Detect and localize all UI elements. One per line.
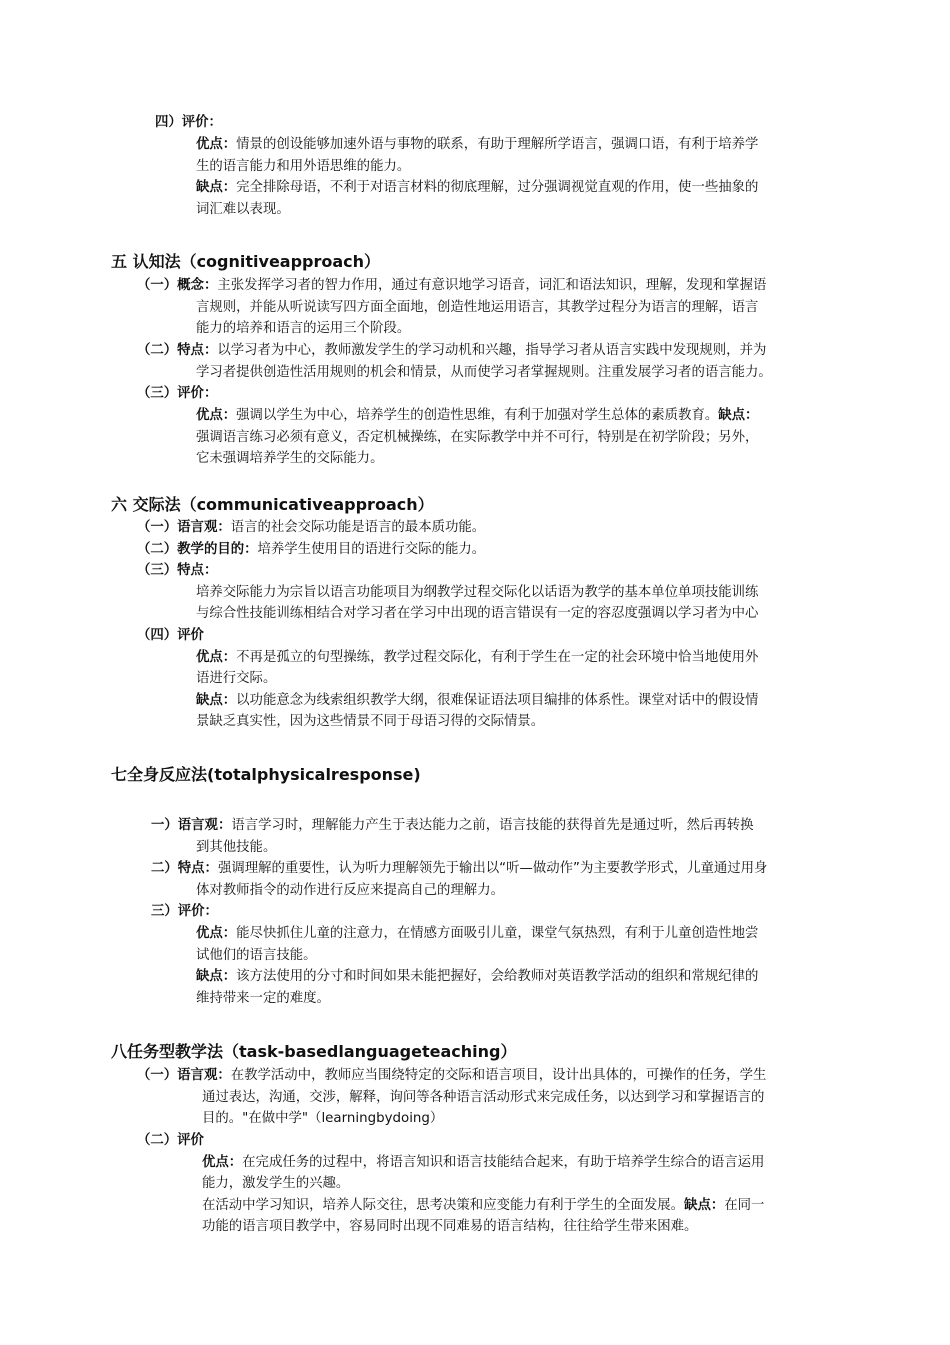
s8-adv-line1: 优点：在完成任务的过程中，将语言知识和语言技能结合起来，有助于培养学生综合的语言运用 bbox=[202, 1155, 765, 1170]
s8-adv-line2: 能力，激发学生的兴趣。 bbox=[202, 1176, 350, 1191]
s6-title: 六 交际法（communicativeapproach） bbox=[111, 495, 434, 514]
s4-adv-line1: 优点：情景的创设能够加速外语与事物的联系，有助于理解所学语言，强调口语，有利于培养学 bbox=[196, 137, 759, 152]
s8-eval-label: （二）评价 bbox=[137, 1133, 204, 1148]
s8-title: 八任务型教学法（task-basedlanguageteaching） bbox=[111, 1042, 517, 1061]
s7-adv-line2: 试他们的语言技能。 bbox=[196, 948, 317, 963]
s5-dis-line2: 它未强调培养学生的交际能力。 bbox=[196, 451, 384, 466]
s5-eval-label: （三）评价： bbox=[137, 386, 218, 401]
s7-adv-line1: 优点：能尽快抓住儿童的注意力，在情感方面吸引儿童，课堂气氛热烈，有利于儿童创造性地尝 bbox=[196, 926, 759, 941]
s5-concept-line1: （一）概念：主张发挥学习者的智力作用，通过有意识地学习语音，词汇和语法知识，理解，发现和掌握语 bbox=[137, 278, 767, 293]
s7-eval-label: 三）评价： bbox=[151, 904, 218, 919]
s5-concept-line2: 言规则，并能从听说读写四方面全面地，创造性地运用语言，其教学过程分为语言的理解，语言 bbox=[196, 300, 759, 315]
s6-dis-line1: 缺点：以功能意念为线索组织教学大纲，很难保证语法项目编排的体系性。课堂对话中的假设情 bbox=[196, 693, 759, 708]
s4-dis-line2: 词汇难以表现。 bbox=[196, 202, 290, 217]
s7-dis-line1: 缺点：该方法使用的分寸和时间如果未能把握好，会给教师对英语教学活动的组织和常规纪律的 bbox=[196, 969, 759, 984]
s8-adv-line3: 在活动中学习知识，培养人际交往，思考决策和应变能力有利于学生的全面发展。缺点：在同一 bbox=[202, 1198, 765, 1213]
s7-view-line1: 一）语言观：语言学习时，理解能力产生于表达能力之前，语言技能的获得首先是通过听，然后再转换 bbox=[151, 818, 754, 833]
s8-view-line1: （一）语言观：在教学活动中，教师应当围绕特定的交际和语言项目，设计出具体的，可操作的任务，学生 bbox=[137, 1068, 767, 1083]
s8-view-line3: 目的。"在做中学"（learningbydoing） bbox=[202, 1111, 444, 1126]
s7-view-line2: 到其他技能。 bbox=[196, 840, 277, 855]
s6-adv-line1: 优点：不再是孤立的句型操练，教学过程交际化，有利于学生在一定的社会环境中恰当地使用外 bbox=[196, 650, 759, 665]
s4-eval-label: 四）评价： bbox=[155, 115, 222, 130]
s5-title: 五 认知法（cognitiveapproach） bbox=[111, 252, 381, 271]
s8-view-line2: 通过表达，沟通，交涉，解释，询问等各种语言活动形式来完成任务，以达到学习和掌握语言的 bbox=[202, 1090, 765, 1105]
s7-feature-line1: 二）特点：强调理解的重要性，认为听力理解领先于输出以“听—做动作”为主要教学形式，儿童通过用身 bbox=[151, 861, 768, 876]
s7-feature-line2: 体对教师指令的动作进行反应来提高自己的理解力。 bbox=[196, 883, 504, 898]
s6-dis-line2: 景缺乏真实性，因为这些情景不同于母语习得的交际情景。 bbox=[196, 714, 545, 729]
s7-title: 七全身反应法(totalphysicalresponse) bbox=[111, 765, 421, 784]
s6-eval-label: （四）评价 bbox=[137, 628, 204, 643]
s8-dis-line2: 功能的语言项目教学中，容易同时出现不同难易的语言结构，往往给学生带来困难。 bbox=[202, 1219, 698, 1234]
s4-dis-line1: 缺点：完全排除母语，不利于对语言材料的彻底理解，过分强调视觉直观的作用，使一些抽象的 bbox=[196, 180, 759, 195]
s5-adv-line: 优点：强调以学生为中心，培养学生的创造性思维，有利于加强对学生总体的素质教育。缺点： bbox=[196, 408, 759, 423]
s6-feature-label: （三）特点： bbox=[137, 563, 218, 578]
s5-concept-line3: 能力的培养和语言的运用三个阶段。 bbox=[196, 321, 411, 336]
s5-feature-line2: 学习者提供创造性活用规则的机会和情景，从而使学习者掌握规则。注重发展学习者的语言能力。 bbox=[196, 365, 772, 380]
s6-feature-line2: 与综合性技能训练相结合对学习者在学习中出现的语言错误有一定的容忍度强调以学习者为中心 bbox=[196, 606, 759, 621]
s5-dis-line1: 强调语言练习必须有意义，否定机械操练，在实际教学中并不可行，特别是在初学阶段；另外， bbox=[196, 430, 759, 445]
s5-feature-line1: （二）特点：以学习者为中心，教师激发学生的学习动机和兴趣，指导学习者从语言实践中发现规则，并为 bbox=[137, 343, 767, 358]
s7-dis-line2: 维持带来一定的难度。 bbox=[196, 991, 330, 1006]
s6-feature-line1: 培养交际能力为宗旨以语言功能项目为纲教学过程交际化以话语为教学的基本单位单项技能训练 bbox=[196, 585, 759, 600]
s6-view-line: （一）语言观：语言的社会交际功能是语言的最本质功能。 bbox=[137, 520, 486, 535]
s6-adv-line2: 语进行交际。 bbox=[196, 671, 277, 686]
s4-adv-line2: 生的语言能力和用外语思维的能力。 bbox=[196, 159, 411, 174]
s6-goal-line: （二）教学的目的：培养学生使用目的语进行交际的能力。 bbox=[137, 542, 486, 557]
